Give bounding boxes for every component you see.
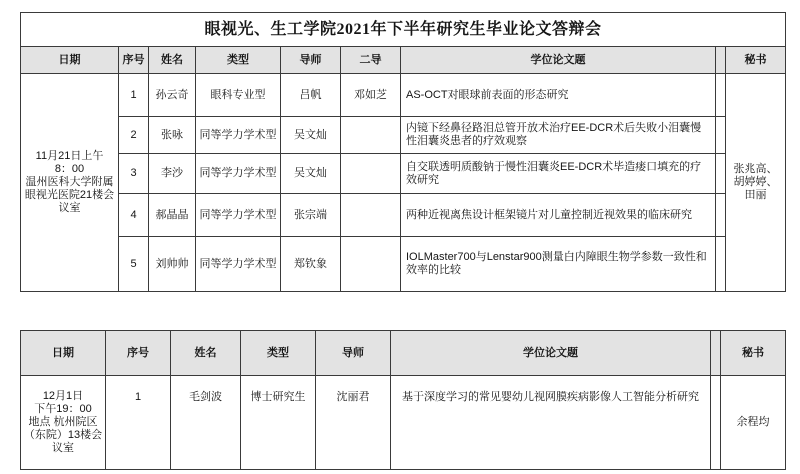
- row-no: 3: [119, 154, 149, 194]
- title-row: [21, 13, 786, 47]
- co-advisor: 邓如芝: [341, 74, 401, 117]
- session-location: 地点 杭州院区（东院）13楼会议室: [23, 416, 103, 454]
- header-row: [21, 331, 786, 376]
- header-type: 类型: [241, 331, 316, 376]
- student-name: 郝晶晶: [149, 194, 196, 237]
- row-no: 2: [119, 117, 149, 154]
- thesis-title: IOLMaster700与Lenstar900测量白内障眼生物学参数一致性和效率的比较: [401, 237, 716, 292]
- session-date: 11月21日上午: [35, 150, 104, 162]
- co-advisor: [341, 117, 401, 154]
- row-no: 1: [119, 74, 149, 117]
- header-type: 类型: [196, 47, 281, 74]
- student-name: 毛剑波: [171, 376, 241, 470]
- session-time: 下午19：00: [34, 403, 92, 415]
- table-row: [21, 117, 786, 154]
- header-row: [21, 47, 786, 74]
- row-no: 5: [119, 237, 149, 292]
- header-name: 姓名: [171, 331, 241, 376]
- defense-schedule-table-2: [20, 330, 786, 470]
- secretary-name: 张兆高、: [733, 163, 778, 175]
- student-name: 李沙: [149, 154, 196, 194]
- degree-type: 同等学力学术型: [196, 154, 281, 194]
- secretary-name: 田丽: [744, 189, 767, 201]
- thesis-title: 内镜下经鼻径路泪总管开放术治疗EE-DCR术后失败小泪囊慢性泪囊炎患者的疗效观察: [401, 117, 716, 154]
- degree-type: 同等学力学术型: [196, 237, 281, 292]
- defense-schedule-table-1: [20, 12, 786, 292]
- header-thesis: 学位论文题: [401, 47, 716, 74]
- table-row: [21, 376, 786, 470]
- session-location: 温州医科大学附属眼视光医院21楼会议室: [24, 176, 115, 214]
- secretary-name: 胡婷婷、: [733, 176, 778, 188]
- advisor: 吴文灿: [281, 117, 341, 154]
- header-no: 序号: [106, 331, 171, 376]
- thesis-title: 两种近视离焦设计框架镜片对儿童控制近视效果的临床研究: [401, 194, 716, 237]
- session-date-location: [21, 376, 106, 470]
- degree-type: 博士研究生: [241, 376, 316, 470]
- spacer-cell: [716, 117, 726, 154]
- table-row: [21, 154, 786, 194]
- co-advisor: [341, 194, 401, 237]
- thesis-title: AS-OCT对眼球前表面的形态研究: [401, 74, 716, 117]
- header-co-advisor: 二导: [341, 47, 401, 74]
- row-no: 1: [106, 376, 171, 470]
- session-date-location: [21, 74, 119, 292]
- student-name: 张咏: [149, 117, 196, 154]
- secretary-name: 余程均: [721, 376, 786, 470]
- header-no: 序号: [119, 47, 149, 74]
- page-title: 眼视光、生工学院2021年下半年研究生毕业论文答辩会: [21, 13, 786, 47]
- header-spacer: [716, 47, 726, 74]
- co-advisor: [341, 154, 401, 194]
- co-advisor: [341, 237, 401, 292]
- header-date: 日期: [21, 331, 106, 376]
- advisor: 吴文灿: [281, 154, 341, 194]
- degree-type: 眼科专业型: [196, 74, 281, 117]
- advisor: 吕帆: [281, 74, 341, 117]
- table-row: [21, 194, 786, 237]
- student-name: 刘帅帅: [149, 237, 196, 292]
- spacer-cell: [716, 237, 726, 292]
- advisor: 沈丽君: [316, 376, 391, 470]
- thesis-title: 自交联透明质酸钠于慢性泪囊炎EE-DCR术毕造瘘口填充的疗效研究: [401, 154, 716, 194]
- row-no: 4: [119, 194, 149, 237]
- advisor: 张宗端: [281, 194, 341, 237]
- header-spacer: [711, 331, 721, 376]
- student-name: 孙云奇: [149, 74, 196, 117]
- table-row: [21, 237, 786, 292]
- spacer-cell: [716, 74, 726, 117]
- session-time: 8：00: [54, 163, 85, 175]
- header-name: 姓名: [149, 47, 196, 74]
- table-row: [21, 74, 786, 117]
- header-advisor: 导师: [316, 331, 391, 376]
- thesis-title: 基于深度学习的常见婴幼儿视网膜疾病影像人工智能分析研究: [391, 376, 711, 470]
- degree-type: 同等学力学术型: [196, 194, 281, 237]
- spacer-cell: [716, 154, 726, 194]
- secretary-cell: [726, 74, 786, 292]
- session-date: 12月1日: [42, 390, 84, 402]
- header-date: 日期: [21, 47, 119, 74]
- header-thesis: 学位论文题: [391, 331, 711, 376]
- header-secretary: 秘书: [726, 47, 786, 74]
- degree-type: 同等学力学术型: [196, 117, 281, 154]
- header-advisor: 导师: [281, 47, 341, 74]
- advisor: 郑钦象: [281, 237, 341, 292]
- spacer-cell: [716, 194, 726, 237]
- spacer-cell: [711, 376, 721, 470]
- header-secretary: 秘书: [721, 331, 786, 376]
